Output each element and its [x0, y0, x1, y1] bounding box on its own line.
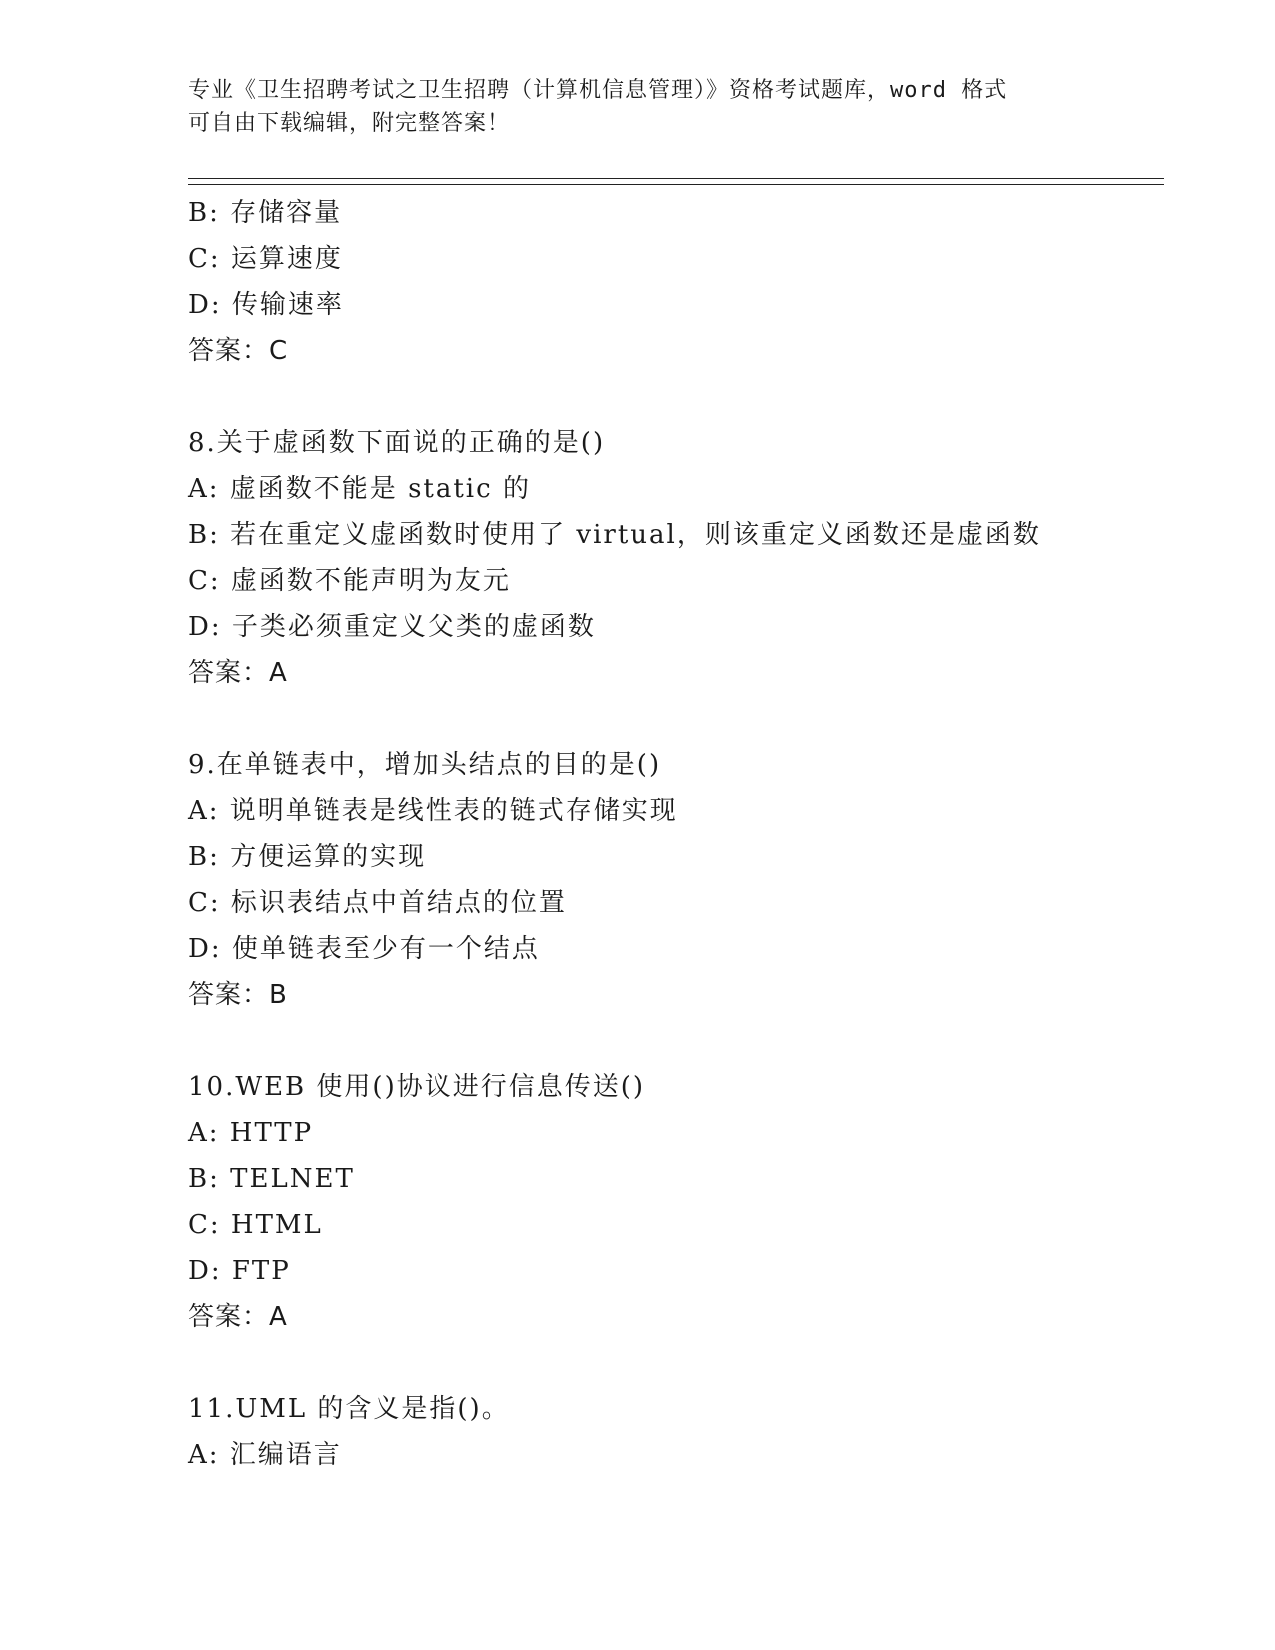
option-b: B: 存储容量	[188, 198, 343, 228]
option-a: A: 虚函数不能是 static 的	[188, 474, 531, 504]
header-divider-bottom	[188, 184, 1164, 185]
document-header	[188, 74, 1068, 140]
option-b: B: 若在重定义虚函数时使用了 virtual，则该重定义函数还是虚函数	[188, 520, 1041, 550]
option-c: C: 运算速度	[188, 244, 343, 274]
option-d: D: FTP	[188, 1256, 291, 1286]
option-d: D: 使单链表至少有一个结点	[188, 934, 540, 964]
option-c: C: 标识表结点中首结点的位置	[188, 888, 567, 918]
question-9	[188, 742, 1168, 1018]
question-title: 10.WEB 使用()协议进行信息传送()	[188, 1072, 645, 1102]
header-line-2: 可自由下载编辑，附完整答案！	[188, 111, 511, 136]
answer: 答案：A	[188, 1302, 288, 1332]
option-a: A: HTTP	[188, 1118, 314, 1148]
question-7-continuation	[188, 190, 1168, 374]
question-11	[188, 1386, 1168, 1478]
answer: 答案：A	[188, 658, 288, 688]
answer: 答案：C	[188, 336, 289, 366]
header-line-1: 专业《卫生招聘考试之卫生招聘（计算机信息管理）》资格考试题库，word 格式	[188, 78, 1008, 103]
option-c: C: HTML	[188, 1210, 323, 1240]
option-a: A: 说明单链表是线性表的链式存储实现	[188, 796, 678, 826]
header-divider-top	[188, 178, 1164, 179]
question-title: 11.UML 的含义是指()。	[188, 1394, 510, 1424]
answer: 答案：B	[188, 980, 288, 1010]
option-b: B: TELNET	[188, 1164, 355, 1194]
option-d: D: 子类必须重定义父类的虚函数	[188, 612, 596, 642]
option-c: C: 虚函数不能声明为友元	[188, 566, 511, 596]
question-10	[188, 1064, 1168, 1340]
question-8	[188, 420, 1168, 696]
question-title: 9.在单链表中，增加头结点的目的是()	[188, 750, 662, 780]
question-list	[188, 190, 1168, 1478]
option-d: D: 传输速率	[188, 290, 344, 320]
option-a: A: 汇编语言	[188, 1440, 342, 1470]
option-b: B: 方便运算的实现	[188, 842, 427, 872]
question-title: 8.关于虚函数下面说的正确的是()	[188, 428, 606, 458]
